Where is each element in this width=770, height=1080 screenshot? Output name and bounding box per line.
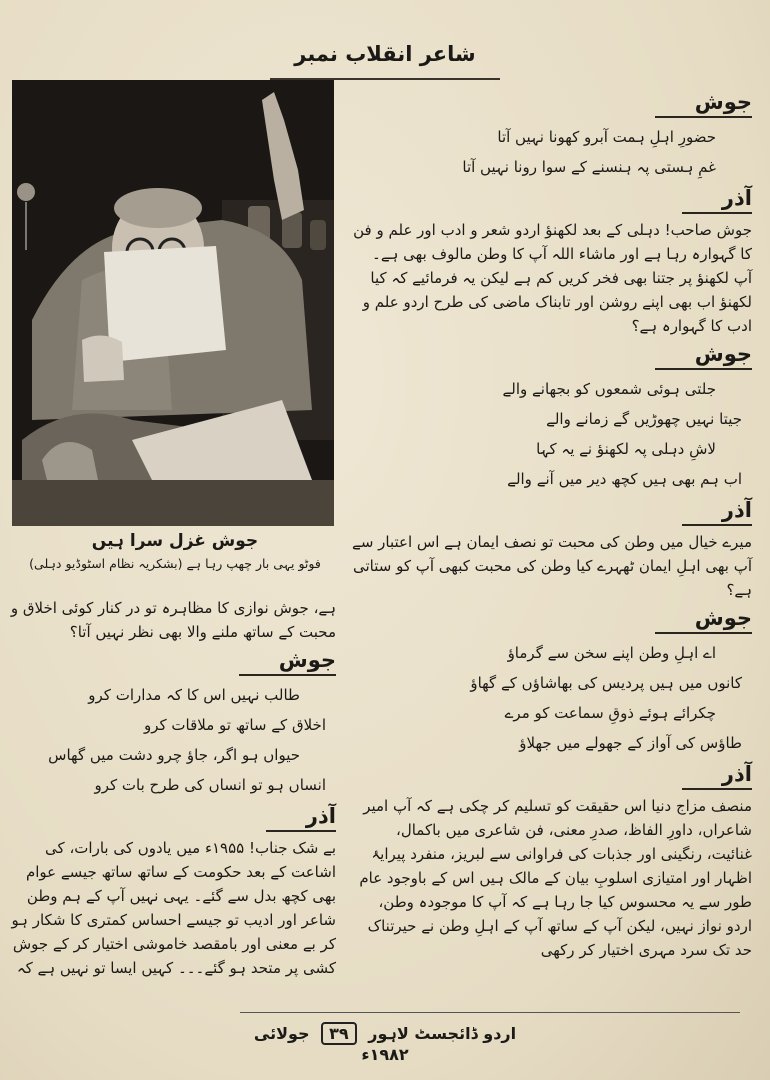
verse-line: کانوں میں ہیں پردیس کی بھاشاؤں کے گھاؤ	[470, 674, 742, 692]
footer-date: جولائی ۱۹۸۲ء	[253, 1024, 409, 1064]
right-column	[352, 86, 752, 962]
interview-paragraph: منصف مزاج دنیا اس حقیقت کو تسلیم کر چکی ہے کہ آپ امیر شاعراں، داورِ الفاظ، صدرِ معنی، فن شاعری میں باکمال، غنائیت، رنگینی اور جذبات کی فراوانی سے لبریز، منفرد پیرایۂ اظہار اور امتیازی اسلوبِ بیان کے مالک ہیں اس کے باوجود عام طور سے یہ محسوس کیا جا رہا ہے کہ آپ کا موجودہ وطن، اردو نواز نہیں، لیکن آپ کے ساتھ آپ کے اہلِ وطن نے حیرتناک حد تک سرد مہری اختیار کر رکھی	[359, 797, 752, 959]
verse-line: اخلاق کے ساتھ تو ملاقات کرو	[143, 716, 326, 734]
verse-line: چکرائے ہوئے ذوقِ سماعت کو مرے	[504, 704, 716, 722]
speaker-label: جوش	[352, 90, 752, 118]
photo-caption: جوش غزل سرا ہیں	[91, 531, 259, 551]
photo-illustration	[12, 80, 334, 526]
interview-paragraph: بے شک جناب! ۱۹۵۵ء میں یادوں کی بارات، کی اشاعت کے بعد حکومت کے ساتھ ساتھ جیسے عوام بھی کچھ بدل سے گئے۔ یہی نہیں آپ کے ہم وطن شاعر اور ادیب تو جیسے احساس کمتری کا شکار ہو کر بے معنی اور بامقصد خاموشی اختیار کر کے جوش کشی پر متحد ہو گئے۔۔۔ کہیں ایسا تو نہیں ہے کہ	[11, 839, 336, 977]
interview-paragraph: ہے، جوش نوازی کا مظاہرہ تو در کنار کوئی اخلاق و محبت کے ساتھ ملنے والا بھی نظر نہیں آتا؟	[10, 599, 336, 641]
interview-paragraph: جوش صاحب! دہلی کے بعد لکھنؤ اردو شعر و ادب اور علم و فن کا گہوارہ رہا ہے اور ماشاء اللہ آپ کا وطن مالوف بھی ہے۔ آپ لکھنؤ پر جتنا بھی فخر کریں کم ہے لیکن یہ فرمائیے کہ کیا لکھنؤ اب بھی اپنے روشن اور تابناک ماضی کی طرح اردو علم و ادب کا گہوارہ ہے؟	[353, 221, 752, 335]
left-column	[10, 596, 336, 980]
speaker-label: جوش	[10, 648, 336, 676]
verse-line: لاشِ دہلی پہ لکھنؤ نے یہ کہا	[536, 440, 716, 458]
speaker-label: جوش	[352, 606, 752, 634]
verse-line: طاؤس کی آواز کے جھولے میں جھلاؤ	[519, 734, 742, 752]
page-footer	[240, 1022, 530, 1064]
verse-line: انساں ہو تو انساں کی طرح بات کرو	[94, 776, 326, 794]
footer-publication: اردو ڈائجسٹ لاہور	[368, 1024, 517, 1043]
speaker-label: آذر	[352, 498, 752, 526]
photo-credit: فوٹو یہی بار چھپ رہا ہے (بشکریہ نظام اسٹوڈیو دہلی)	[29, 556, 321, 571]
verse-line: جلتی ہوئی شمعوں کو بجھانے والے	[502, 380, 716, 398]
verse-line: طالب نہیں اس کا کہ مدارات کرو	[88, 686, 300, 704]
issue-title: شاعر انقلاب نمبر	[294, 42, 476, 66]
verse-line: حضورِ اہلِ ہمت آبرو کھونا نہیں آتا	[497, 128, 716, 146]
verse-line: اب ہم بھی ہیں کچھ دیر میں آنے والے	[507, 470, 742, 488]
portrait-photo	[12, 80, 334, 526]
speaker-label: آذر	[10, 804, 336, 832]
page-number: ۳۹	[321, 1022, 357, 1045]
speaker-label: آذر	[352, 762, 752, 790]
speaker-label: آذر	[352, 186, 752, 214]
verse-line: جیتا نہیں چھوڑیں گے زمانے والے	[546, 410, 742, 428]
verse-line: اے اہلِ وطن اپنے سخن سے گرماؤ	[507, 644, 716, 662]
verse-line: حیواں ہو اگر، جاؤ چرو دشت میں گھاس	[48, 746, 300, 764]
verse-line: غمِ ہستی پہ ہنسنے کے سوا رونا نہیں آتا	[462, 158, 716, 176]
footer-rule	[240, 1012, 740, 1013]
speaker-label: جوش	[352, 342, 752, 370]
interview-paragraph: میرے خیال میں وطن کی محبت تو نصف ایمان ہے اس اعتبار سے آپ بھی اہلِ ایمان ٹھہرے کیا وطن کی محبت کبھی آپ کو ستاتی ہے؟	[352, 533, 752, 599]
